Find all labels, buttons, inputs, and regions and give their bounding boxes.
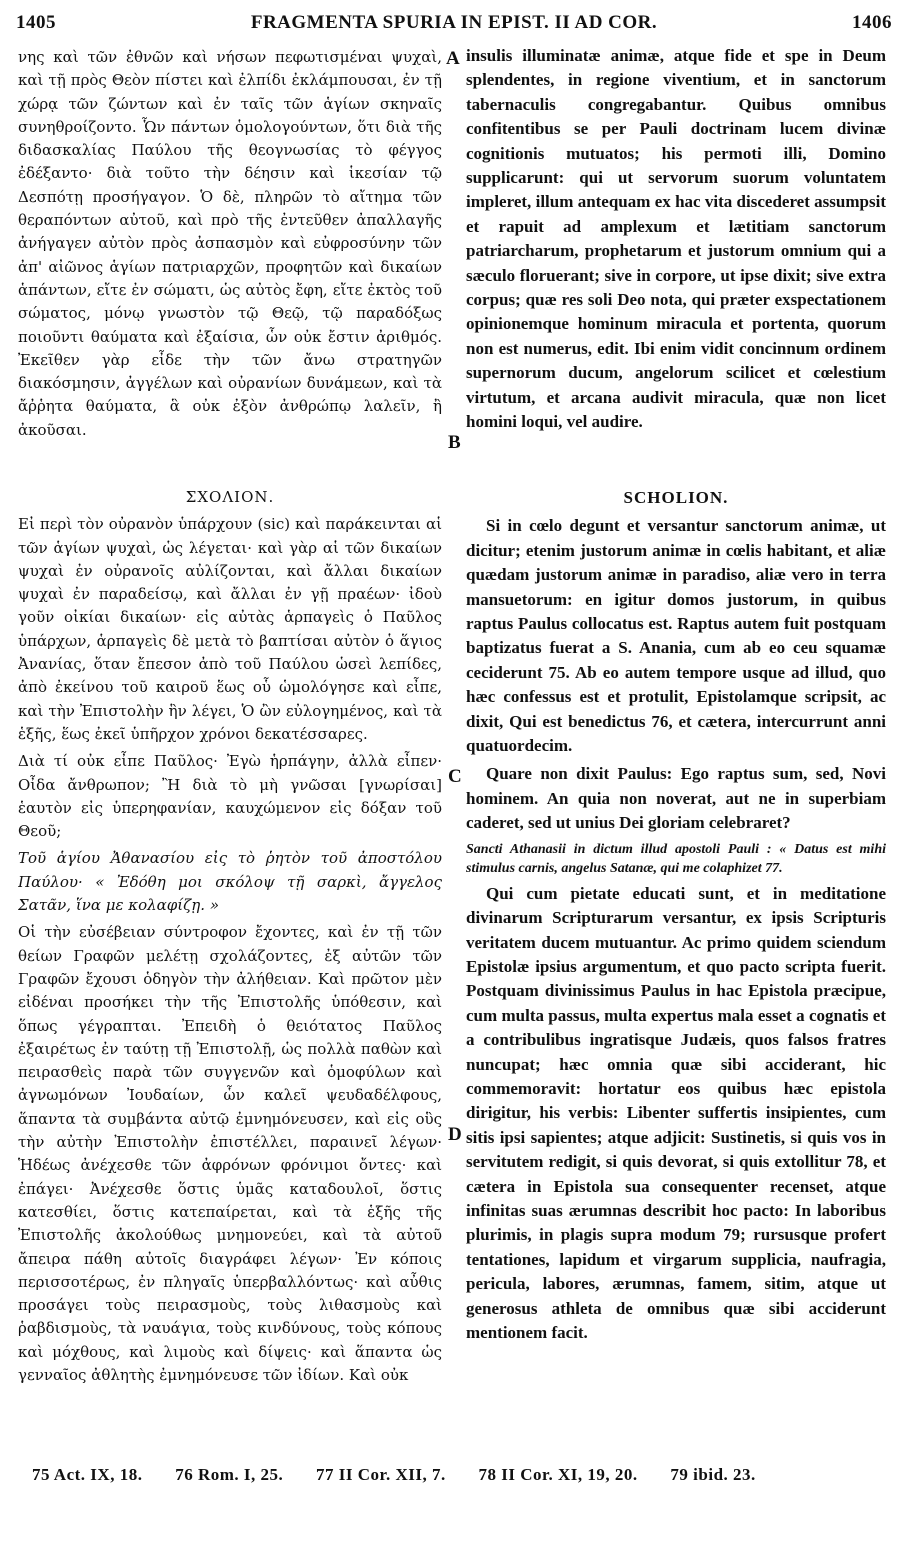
greek-paragraph-4: Οἱ τὴν εὐσέβειαν σύντροφον ἔχοντες, καὶ ἐν τῇ τῶν θείων Γραφῶν μελέτῃ σχολάζοντες, ἐξ αὐτῶν τῶν Γραφῶν ἔχουσι ὁδηγὸν τὴν ἀλήθειαν. Καὶ πρῶτον μὲν εἰδέναι προσήκει τὴν τῆς Ἐπιστολῆς ὑπόθεσιν, καὶ ὅπως γέγραπται. Ἐπειδὴ ὁ θειότατος Παῦλος ἐξαιρέτως ἐν ταύτῃ τῇ Ἐπιστολῇ, ὡς πολλὰ παθὼν καὶ πειρασθεὶς παρὰ τῶν συγγενῶν καὶ ὁμοφύλων καὶ ἀγνωμόνων Ἰουδαίων, ὧν καλεῖ ψευδαδέλφους, ἅπαντα τὰ συμβάντα αὐτῷ ἐμνημόνευσεν, καὶ εἰς οὓς τὴν αὐτὴν Ἐπιστολὴν ἐπιστέλλει, παραινεῖ λέγων· Ἡδέως ἀνέχεσθε τῶν ἀφρόνων φρόνιμοι ὄντες· καὶ ἐπάγει· Ἀνέχεσθε ὅστις ὑμᾶς καταδουλοῖ, ὅστις κατεσθίει, ὅστις κατεπαίρεται, καὶ τὰ ἑξῆς τῆς Ἐπιστολῆς ἀκολούθως μνημονεύει, καὶ τὰ αὐτοῦ ἄπειρα πάθη αὐτοῖς διαγράφει λέγων· Ἐν κόποις περισσοτέρως, ἐν πληγαῖς ὑπερβαλλόντως· καὶ αὖθις προσάγει τοὺς πειρασμοὺς, τοὺς λιθασμοὺς καὶ ῥαβδισμοὺς, τὰ ναυάγια, τοὺς κινδύνους, τοὺς κόπους καὶ μόχθους, καὶ λιμοὺς καὶ δίψεις· καὶ ἅπαντα ὡς γενναῖος ἀθλητὴς ἐμνημόνευσε τῶν ἰδίων. Καὶ οὐκ xyxy=(18,923,442,1384)
latin-scholion-title: SCHOLION. xyxy=(623,488,729,507)
greek-scholion-title: ΣΧΟΛΙΟΝ. xyxy=(185,488,275,506)
running-title: FRAGMENTA SPURIA IN EPIST. II AD COR. xyxy=(250,12,658,33)
latin-subtitle: Sancti Athanasii in dictum illud apostoli Pauli : « Datus est mihi stimulus carnis, angelus Satanæ, qui me colaphizet 77. xyxy=(466,841,886,876)
latin-column-bottom xyxy=(466,486,886,1446)
greek-paragraph-3: Διὰ τί οὐκ εἶπε Παῦλος· Ἐγὼ ἡρπάγην, ἀλλὰ εἶπεν· Οἶδα ἄνθρωπον; Ἢ διὰ τὸ μὴ γνῶσαι [γνωρίσαι] ἑαυτὸν εἰς ὑπερηφανίαν, καυχώμενον εἰς δόξαν τοῦ Θεοῦ; xyxy=(18,752,442,841)
greek-paragraph-2: Εἰ περὶ τὸν οὐρανὸν ὑπάρχουν (sic) καὶ παράκεινται αἱ τῶν ἁγίων ψυχαὶ, ὡς λέγεται· καὶ γὰρ αἱ τῶν δικαίων ψυχαὶ ἐν οὐρανοῖς αὐλίζονται, καὶ ἄλλαι δικαίων ψυχαὶ ἐν παραδείσῳ, καὶ ἄλλαι ἐν γῇ πραέων· ἰδοὺ γοῦν οἰκίαι δικαίων· εἰς αὐτὰς ἁρπαγεὶς ὁ Παῦλος ὑπάρχων, ἁρπαγεὶς δὲ μετὰ τὸ βαπτίσαι αὐτὸν ὁ ἅγιος Ἀνανίας, ὅταν ἔπεσον ἀπὸ τοῦ Παύλου ὡσεὶ λεπίδες, ἀπὸ ἐκείνου τοῦ καιροῦ ἕως οὗ ὡμολόγησε καὶ εἶπε, καὶ τὴν Ἐπιστολὴν ἣν λέγει, Ὁ ὢν εὐλογημένος, καὶ τὰ ἑξῆς, ἕως ἐκεῖ ὑπῆρχον χρόνοι δεκατέσσαρες. xyxy=(18,515,442,743)
page-number-right: 1406 xyxy=(852,12,892,33)
latin-paragraph-1: insulis illuminatæ animæ, atque fide et spe in Deum splendentes, in regione viventium, et in sanctorum tabernaculis congregabantur. Quibus omnibus confitentibus se per Pauli doctrinam lucem divinæ cognitionis mutuatos; his permoti illi, Domino supplicarunt: qui ut servorum suorum voluntatem impleret, illum antequam ex hac vita discederet assumpsit et rapuit ad amplexum et lætitiam sanctorum patriarcharum, prophetarum et justorum omnium qui a sæculo floruerant; sive in corpore, ut ipse dixit; sive extra corpus; quæ res soli Deo nota, qui præter exspectationem opinionemque hominum miracula et portenta, quorum non est numerus, edit. Ibi enim vidit concinnum ordinem supernorum ducum, angelorum scilicet et cœlestium virtutum, et arcana audivit miracula, quæ non licet homini loqui, vel audire. xyxy=(466,46,886,432)
page-header xyxy=(16,12,892,40)
footnotes xyxy=(32,1465,888,1485)
marker-a: A xyxy=(446,48,460,69)
latin-paragraph-3: Quare non dixit Paulus: Ego raptus sum, sed, Novi hominem. An quia non noverat, aut ne in superbiam caderet, sed ut unius Dei gloriam celebraret? xyxy=(466,764,886,833)
latin-paragraph-2: Si in cœlo degunt et versantur sanctorum animæ, ut dicitur; etenim justorum animæ in cœlis habitant, et aliæ quædam justorum animæ in paradiso, aliæ vero in terra mansuetorum: en igitur domos justorum, in quibus raptus Paulus collocatus est. Raptus autem fuit postquam baptizatus fuerat a S. Anania, cum ab eo ceu squamæ ceciderunt 75. Ab eo autem tempore usque ad illud, quo hæc confessus est et protulit, Epistolamque scripsit, ac dixit, Qui est benedictus 76, et cætera, intercurrunt anni quatuordecim. xyxy=(466,516,886,756)
latin-column-top xyxy=(466,44,886,468)
footnote-79: 79 ibid. 23. xyxy=(670,1465,756,1484)
marker-c: C xyxy=(448,766,462,787)
greek-column-bottom xyxy=(18,486,442,1446)
footnote-76: 76 Rom. I, 25. xyxy=(175,1465,284,1484)
marker-b: B xyxy=(448,432,461,453)
footnote-78: 78 II Cor. XI, 19, 20. xyxy=(478,1465,638,1484)
marker-d: D xyxy=(448,1124,462,1145)
footnote-75: 75 Act. IX, 18. xyxy=(32,1465,143,1484)
page-number-left: 1405 xyxy=(16,12,56,33)
greek-column-top xyxy=(18,46,442,466)
greek-subtitle: Τοῦ ἁγίου Ἀθανασίου εἰς τὸ ῥητὸν τοῦ ἀποστόλου Παύλου· « Ἐδόθη μοι σκόλοψ τῇ σαρκὶ, ἄγγελος Σατᾶν, ἵνα με κολαφίζῃ. » xyxy=(18,849,442,915)
latin-paragraph-4: Qui cum pietate educati sunt, et in meditatione divinarum Scripturarum versantur, ex ipsis Scripturis veritatem ducem mutuantur. Ac primo quidem sciendum Epistolæ ipsius argumentum, et quo pacto scripta fuerit. Postquam divinissimus Paulus in hac Epistola præcipue, cum multa passus, multa expertus mala esset a cognatis et a contribulibus ingratisque Judæis, quos falsos fratres nuncupat; hæc omnia quæ sibi acciderant, hic commemoravit: hortatur eos quibus hæc epistola dirigitur, his verbis: Libenter suffertis insipientes, cum sitis ipsi sapientes; atque adjicit: Sustinetis, si quis vos in servitutem redigit, si quis devorat, si quis extollitur 78, et cætera in Epistola sua consequenter recenset, atque infinitas suas ærumnas describit hoc pacto: In laboribus plurimis, in plagis supra modum 79; rursusque profert tentationes, lapidum et virgarum supplicia, naufragia, pericula, labores, ærumnas, famem, sitim, atque ut generosus athleta de omnibus quæ sibi acciderunt mentionem facit. xyxy=(466,883,886,1342)
greek-paragraph-1: νης καὶ τῶν ἐθνῶν καὶ νήσων πεφωτισμέναι ψυχαὶ, καὶ τῇ πρὸς Θεὸν πίστει καὶ ἐλπίδι ἐκλάμπουσαι, ἐν τῇ χώρᾳ τῶν ζώντων καὶ ἐν ταῖς τῶν ἁγίων σκηναῖς συνηθροίζοντο. Ὧν πάντων ὁμολογούντων, ὅτι διὰ τῆς διδασκαλίας Παύλου τῆς θεογνωσίας τὸ φέγγος ἐδέξαντο· διὰ τοῦτο τὴν δέησιν καὶ ἱκεσίαν τῷ Δεσπότῃ προσήγαγον. Ὁ δὲ, πληρῶν τὸ αἴτημα τῶν θεραπόντων αὐτοῦ, καὶ πρὸ τῆς ἐντεῦθεν ἀπαλλαγῆς ἀνήγαγεν αὐτὸν πρὸς ἀσπασμὸν καὶ εὐφροσύνην τῶν ἀπ' αἰῶνος ἁγίων πατριαρχῶν, προφητῶν καὶ δικαίων ἁπάντων, εἴτε ἐν σώματι, ὡς αὐτὸς ἔφη, εἴτε ἐκτὸς τοῦ σώματος, μόνῳ γνωστὸν τῷ Θεῷ, τῷ παραδόξως ποιοῦντι θαύματα καὶ ἐξαίσια, ὧν οὐκ ἔστιν ἀριθμός. Ἐκεῖθεν γὰρ εἶδε τὴν τῶν ἄνω στρατηγῶν διακόσμησιν, ἀγγέλων καὶ οὐρανίων δυνάμεων, καὶ τὰ ἄῤῥητα θαύματα, ἃ οὐκ ἐξὸν ἀνθρώπῳ λαλεῖν, ἢ ἀκοῦσαι. xyxy=(18,48,442,439)
footnote-77: 77 II Cor. XII, 7. xyxy=(316,1465,446,1484)
